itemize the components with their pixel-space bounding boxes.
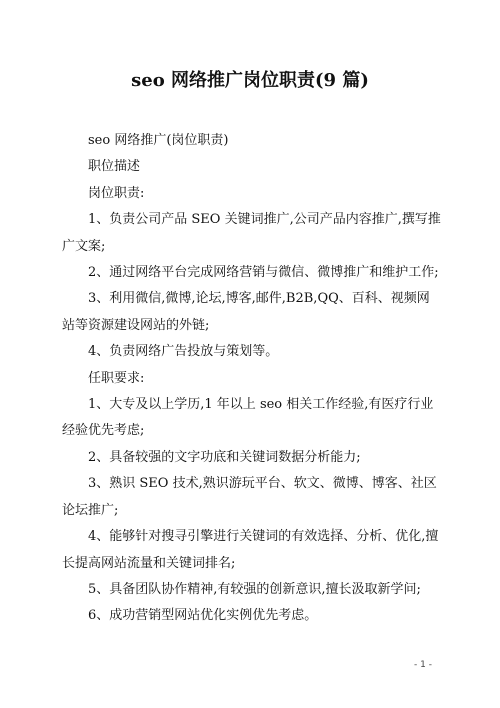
paragraph-responsibility-3: 3、利用微信,微博,论坛,博客,邮件,B2B,QQ、百科、视频网站等资源建设网站的外链; [62,291,430,333]
paragraph-requirement-1: 1、大专及以上学历,1 年以上 seo 相关工作经验,有医疗行业经验优先考虑; [62,397,434,439]
paragraph-requirement-3: 3、熟识 SEO 技术,熟识游玩平台、软文、微博、博客、社区论坛推广; [62,476,437,518]
paragraph-responsibility-4: 4、负责网络广告投放与策划等。 [88,344,279,360]
paragraph-requirement-4: 4、能够针对搜寻引擎进行关键词的有效选择、分析、优化,擅长提高网站流量和关键词排名; [62,529,439,571]
paragraph-requirement-5: 5、具备团队协作精神,有较强的创新意识,擅长汲取新学问; [88,581,421,597]
document-body [62,128,442,630]
paragraph-job-description-heading: 职位描述 [88,159,141,175]
document-title: seo 网络推广岗位职责(9 篇) [131,70,369,91]
page-number: - 1 - [414,660,432,670]
paragraph-requirements-heading: 任职要求: [88,370,145,386]
paragraph-requirement-2: 2、具备较强的文字功底和关键词数据分析能力; [88,449,361,465]
paragraph-subtitle: seo 网络推广(岗位职责) [88,133,229,148]
paragraph-responsibility-2: 2、通过网络平台完成网络营销与微信、微博推广和维护工作; [88,265,439,281]
paragraph-requirement-6: 6、成功营销型网站优化实例优先考虑。 [88,608,318,624]
paragraph-responsibilities-heading: 岗位职责: [88,185,145,201]
paragraph-responsibility-1: 1、负责公司产品 SEO 关键词推广,公司产品内容推广,撰写推广文案; [62,212,441,254]
